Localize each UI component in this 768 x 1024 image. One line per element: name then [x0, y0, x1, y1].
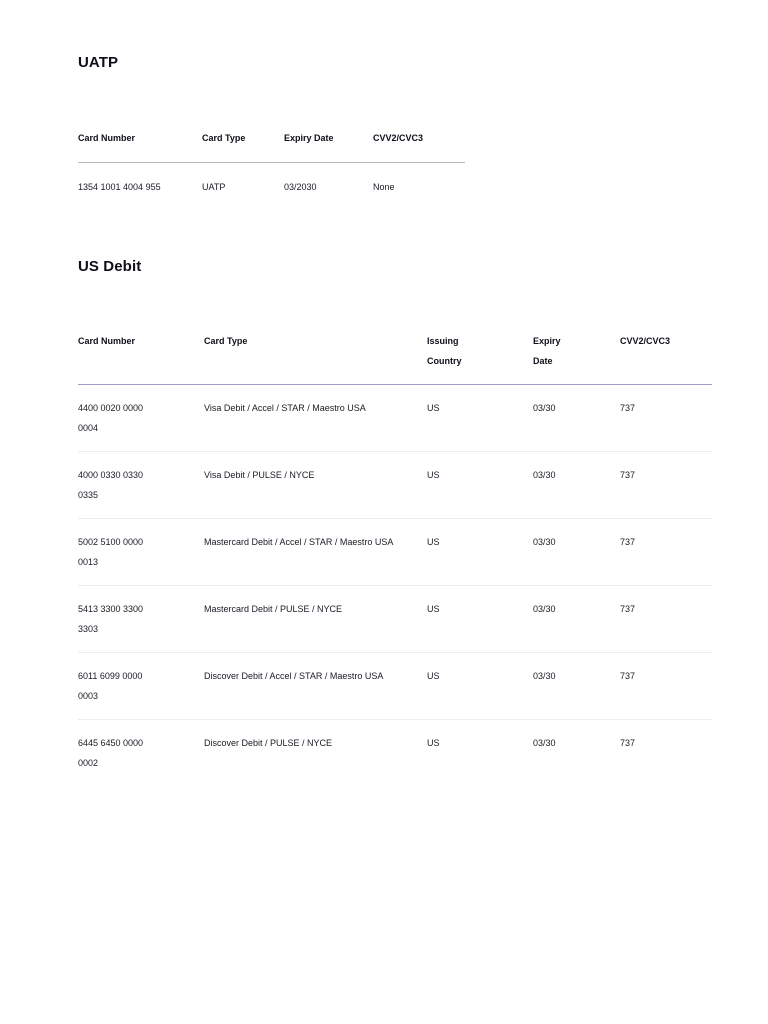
cell-card-type: Discover Debit / PULSE / NYCE — [204, 738, 333, 748]
cell-card-type: Visa Debit / Accel / STAR / Maestro USA — [204, 385, 427, 452]
header-card-type: Card Type — [204, 331, 427, 385]
cell-expiry-date: 03/30 — [533, 586, 620, 653]
cell-issuing-country: US — [427, 452, 533, 519]
cell-cvv: None — [373, 182, 395, 192]
cell-card-type: Discover Debit / Accel / STAR / Maestro USA — [204, 653, 427, 720]
cell-issuing-country: US — [427, 738, 440, 748]
cell-cvv: 737 — [620, 385, 712, 452]
uatp-section-title: UATP — [78, 54, 119, 71]
cell-card-number: 4000 0330 0330 0335 — [78, 452, 204, 519]
us-debit-table — [78, 331, 712, 786]
cell-expiry-date: 03/2030 — [284, 182, 317, 192]
cell-card-number: 5002 5100 0000 0013 — [78, 519, 204, 586]
table-row — [78, 385, 712, 452]
header-card-type: Card Type — [202, 128, 284, 163]
uatp-table — [78, 128, 465, 197]
header-expiry-date: Expiry Date — [284, 128, 373, 163]
cell-issuing-country: US — [427, 653, 533, 720]
table-row — [78, 653, 712, 720]
cell-issuing-country: US — [427, 586, 533, 653]
cell-expiry-date: 03/30 — [533, 385, 620, 452]
header-expiry-date: Expiry Date — [533, 331, 620, 385]
cell-card-number: 4400 0020 0000 0004 — [78, 385, 204, 452]
cell-card-number: 6445 6450 0000 0002 — [78, 738, 144, 768]
cell-expiry-date: 03/30 — [533, 653, 620, 720]
header-cvv: CVV2/CVC3 — [620, 331, 712, 385]
cell-cvv: 737 — [620, 452, 712, 519]
header-card-number: Card Number — [78, 128, 202, 163]
table-row — [78, 720, 712, 787]
cell-issuing-country: US — [427, 385, 533, 452]
cell-cvv: 737 — [620, 519, 712, 586]
cell-card-type: Mastercard Debit / PULSE / NYCE — [204, 586, 427, 653]
cell-cvv: 737 — [620, 586, 712, 653]
cell-cvv: 737 — [620, 738, 636, 748]
cell-card-type: Visa Debit / PULSE / NYCE — [204, 452, 427, 519]
cell-card-number: 1354 1001 4004 955 — [78, 182, 161, 192]
us-debit-section-title: US Debit — [78, 258, 142, 275]
table-row — [78, 586, 712, 653]
table-header-row — [78, 331, 712, 385]
cell-card-number: 5413 3300 3300 3303 — [78, 586, 204, 653]
table-row — [78, 519, 712, 586]
cell-expiry-date: 03/30 — [533, 452, 620, 519]
table-row — [78, 452, 712, 519]
header-cvv: CVV2/CVC3 — [373, 128, 465, 163]
table-header-row — [78, 128, 465, 163]
cell-card-number: 6011 6099 0000 0003 — [78, 653, 204, 720]
cell-issuing-country: US — [427, 519, 533, 586]
cell-expiry-date: 03/30 — [533, 738, 556, 748]
cell-card-type: UATP — [202, 182, 226, 192]
header-issuing-country: Issuing Country — [427, 331, 533, 385]
cell-card-type: Mastercard Debit / Accel / STAR / Maestro USA — [204, 519, 427, 586]
table-row — [78, 163, 465, 198]
header-card-number: Card Number — [78, 331, 204, 385]
cell-expiry-date: 03/30 — [533, 519, 620, 586]
cell-cvv: 737 — [620, 653, 712, 720]
